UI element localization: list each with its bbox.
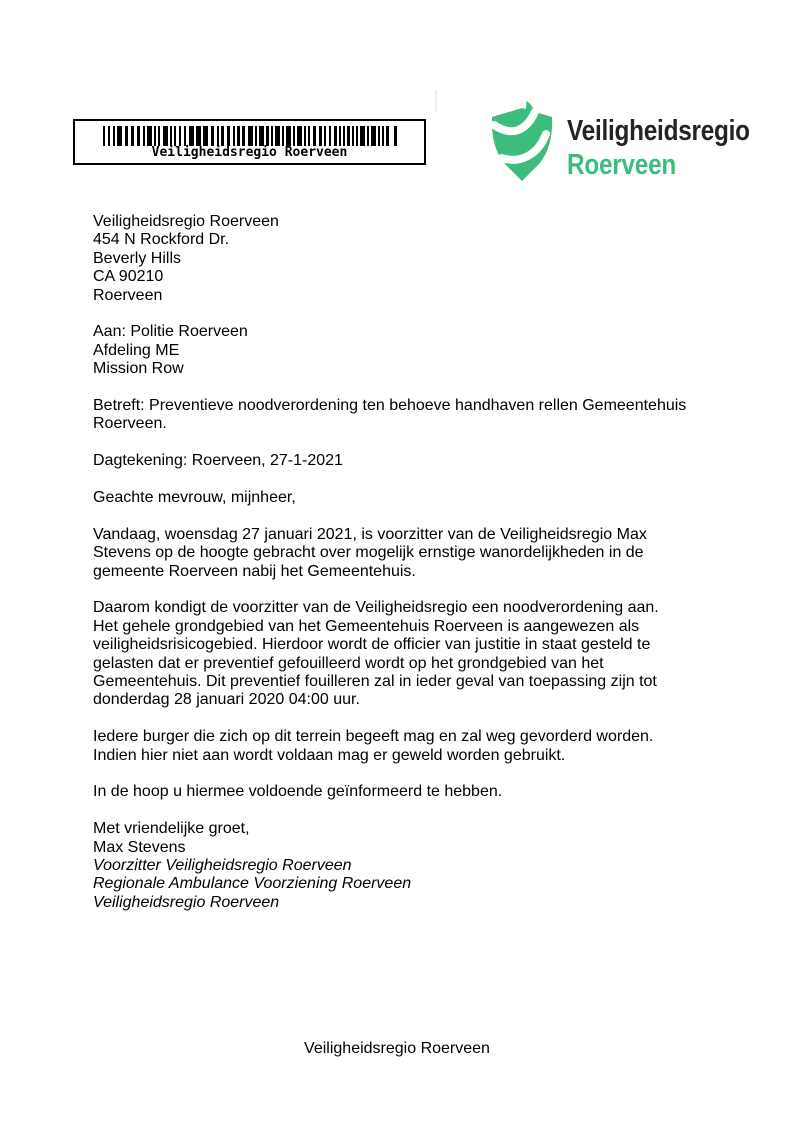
subject-line: Betreft: Preventieve noodverordening ten behoeve handhaven rellen Gemeentehuis Roerveen. (93, 397, 687, 433)
paragraph-3: Iedere burger die zich op dit terrein begeeft mag en zal weg gevorderd worden. Indien hier niet aan wordt voldaan mag er geweld worden gebruikt. (93, 728, 654, 764)
logo-text (567, 114, 785, 182)
paragraph-2: Daarom kondigt de voorzitter van de Veiligheidsregio een noodverordening aan. Het gehele grondgebied van het Gemeentehuis Roerveen is aangewezen als veiligheidsrisicogebied. Hierdoor wordt de officier van justitie in staat gesteld te gelasten dat er preventief gefouilleerd wordt op het grondgebied van het Gemeentehuis. Dit preventief fouilleren zal in ieder geval van toepassing zijn tot donderdag 28 januari 2020 04:00 uur. (93, 599, 659, 709)
recipient-line: Aan: Politie Roerveen (93, 323, 248, 341)
signature-title: Veiligheidsregio Roerveen (93, 893, 280, 911)
salutation: Geachte mevrouw, mijnheer, (93, 489, 296, 507)
recipient-line: Mission Row (93, 360, 184, 378)
paragraph-1: Vandaag, woensdag 27 januari 2021, is voorzitter van de Veiligheidsregio Max Stevens op de hoogte gebracht over mogelijk ernstige wanordelijkheden in de gemeente Roerveen nabij het Gemeentehuis. (93, 525, 647, 580)
logo-name-line2: Roerveen (567, 149, 677, 181)
closing: Met vriendelijke groet, (93, 820, 250, 838)
sender-line: Roerveen (93, 286, 163, 304)
sender-line: CA 90210 (93, 268, 164, 286)
barcode-box (73, 119, 426, 165)
letter-body (93, 213, 688, 912)
paragraph-4: In de hoop u hiermee voldoende geïnformeerd te hebben. (93, 783, 503, 801)
recipient-block (93, 323, 688, 378)
signature-title: Regionale Ambulance Voorziening Roerveen (93, 875, 412, 893)
page-footer: Veiligheidsregio Roerveen (304, 1040, 490, 1057)
logo-name-line1: Veiligheidsregio (567, 115, 750, 147)
barcode-label: Veiligheidsregio Roerveen (151, 144, 348, 160)
recipient-line: Afdeling ME (93, 341, 180, 359)
signature-name: Max Stevens (93, 838, 186, 856)
sender-line: 454 N Rockford Dr. (93, 231, 230, 249)
shield-flame-icon (486, 101, 558, 185)
signature-block (93, 820, 688, 912)
barcode-icon (103, 126, 397, 146)
signature-title: Voorzitter Veiligheidsregio Roerveen (93, 857, 352, 875)
dateline: Dagtekening: Roerveen, 27-1-2021 (93, 452, 343, 470)
render-artifact-line (435, 90, 437, 112)
sender-line: Veiligheidsregio Roerveen (93, 213, 279, 230)
sender-line: Beverly Hills (93, 249, 182, 267)
sender-address-block (93, 213, 688, 305)
